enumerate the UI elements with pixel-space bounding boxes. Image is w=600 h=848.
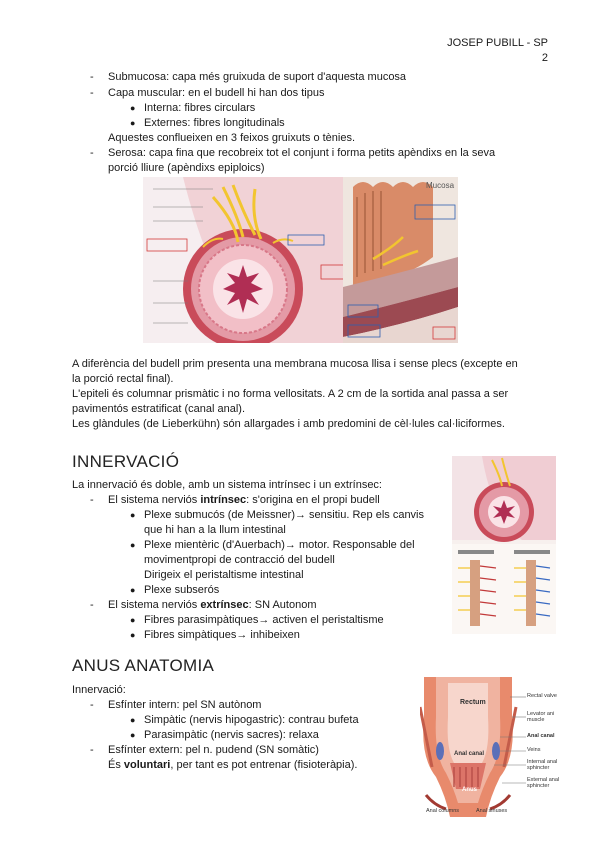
- paragraph-line-2: la porció rectal final).: [72, 373, 174, 385]
- extrinsic-bold: extrínsec: [200, 599, 249, 611]
- anal-canal-figure: [420, 677, 570, 817]
- parasympathetic-text: Fibres parasimpàtiques→ activen el peristaltisme: [144, 614, 384, 626]
- voluntary-bold: voluntari: [123, 759, 171, 771]
- externes-text: Externes: fibres longitudinals: [144, 117, 285, 129]
- anus-innervation-label: Innervació:: [72, 684, 126, 696]
- bullet-dot: ●: [130, 615, 136, 625]
- interna-text: Interna: fibres circulars: [144, 102, 256, 114]
- bullet-dot: ●: [130, 730, 136, 740]
- intrinsic-bold: intrínsec: [200, 494, 247, 506]
- external-sphincter-text: Esfínter extern: pel n. pudend (SN somàtic): [108, 744, 319, 756]
- bullet-dot: ●: [130, 103, 136, 113]
- header-page-number: 2: [541, 52, 548, 64]
- bullet-dash: -: [90, 494, 94, 506]
- auerbach-text-3: Dirigeix el peristaltisme intestinal: [144, 569, 304, 581]
- anal-columns-label: Anal columns: [426, 808, 460, 814]
- paragraph-line-1: A diferència del budell prim presenta una membrana mucosa llisa i sense plecs (excepte en: [72, 358, 518, 370]
- paragraph-line-3: L'epiteli és columnar prismàtic i no forma vellositats. A 2 cm de la sortida anal passa a ser: [72, 388, 509, 400]
- bullet-dash: -: [90, 599, 94, 611]
- anal-canal-label: Anal canal: [454, 751, 485, 757]
- mucosa-label: Mucosa: [426, 181, 455, 190]
- internal-sphincter-label: Internal anal sphincter: [527, 759, 558, 771]
- innervacio-intro: La innervació és doble, amb un sistema intrínsec i un extrínsec:: [72, 479, 382, 491]
- anal-sinuses-label: Anal sinuses: [476, 808, 508, 814]
- paragraph-line-5: Les glàndules (de Lieberkühn) són allargades i amb predomini de cèl·lules cal·liciformes.: [72, 418, 505, 430]
- internal-sphincter-text: Esfínter intern: pel SN autònom: [108, 699, 262, 711]
- muscular-text: Capa muscular: en el budell hi han dos tipus: [108, 87, 325, 99]
- auerbach-text-2: movimentpropi de contracció del budell: [144, 554, 335, 566]
- intestine-wall-illustration: [143, 177, 458, 343]
- bullet-dash: -: [90, 71, 94, 83]
- bullet-dot: ●: [130, 118, 136, 128]
- sympathetic-anus-text: Simpàtic (nervis hipogastric): contrau bufeta: [144, 714, 359, 726]
- extrinsic-line: El sistema nerviós extrínsec: SN Autonom: [108, 599, 317, 611]
- auerbach-text-1: Plexe mientèric (d'Auerbach)→ motor. Responsable del: [144, 539, 415, 551]
- serosa-text-1: Serosa: capa fina que recobreix tot el conjunt i forma petits apèndixs en la seva: [108, 147, 496, 159]
- bullet-dash: -: [90, 147, 94, 159]
- submucosa-text: Submucosa: capa més gruixuda de suport d'aquesta mucosa: [108, 71, 407, 83]
- anus-anatomy-heading: ANUS ANATOMIA: [72, 656, 215, 675]
- intestine-wall-figure: [143, 177, 458, 343]
- header-author: JOSEP PUBILL - SP: [447, 37, 548, 49]
- innervacio-heading: INNERVACIÓ: [72, 452, 180, 471]
- parasympathetic-anus-text: Parasimpàtic (nervis sacres): relaxa: [144, 729, 319, 741]
- subseros-text: Plexe subserós: [144, 584, 220, 596]
- levator-ani-label: Levator ani muscle: [527, 711, 555, 723]
- innervation-figure: [452, 456, 556, 634]
- bullet-dot: ●: [130, 540, 136, 550]
- rectal-valve-label: Rectal valve: [527, 693, 557, 699]
- veins-label: Veins: [527, 747, 541, 753]
- anus-label: Anus: [462, 787, 477, 793]
- paragraph-line-4: pavimentós estratificat (canal anal).: [72, 403, 246, 415]
- voluntary-line: És voluntari, per tant es pot entrenar (fisioteràpia).: [108, 759, 358, 771]
- external-sphincter-label: External anal sphincter: [527, 777, 560, 789]
- innervation-illustration: [452, 456, 556, 634]
- confluence-text: Aquestes conflueixen en 3 feixos gruixuts o tènies.: [108, 132, 356, 144]
- bullet-dot: ●: [130, 510, 136, 520]
- anal-canal-right-label: Anal canal: [527, 733, 555, 739]
- bullet-dash: -: [90, 87, 94, 99]
- sympathetic-text: Fibres simpàtiques→ inhibeixen: [144, 629, 300, 641]
- page-header: [447, 36, 548, 66]
- bullet-dot: ●: [130, 630, 136, 640]
- meissner-text-2: que hi han a la llum intestinal: [144, 524, 286, 536]
- serosa-text-2: porció lliure (apèndixs epiploics): [108, 162, 265, 174]
- bullet-dash: -: [90, 699, 94, 711]
- meissner-text-1: Plexe submucós (de Meissner)→ sensitiu. Rep els canvis: [144, 509, 425, 521]
- bullet-dash: -: [90, 744, 94, 756]
- rectum-label: Rectum: [460, 699, 486, 706]
- bullet-dot: ●: [130, 715, 136, 725]
- intrinsic-line: El sistema nerviós intrínsec: s'origina en el propi budell: [108, 494, 380, 506]
- bullet-dot: ●: [130, 585, 136, 595]
